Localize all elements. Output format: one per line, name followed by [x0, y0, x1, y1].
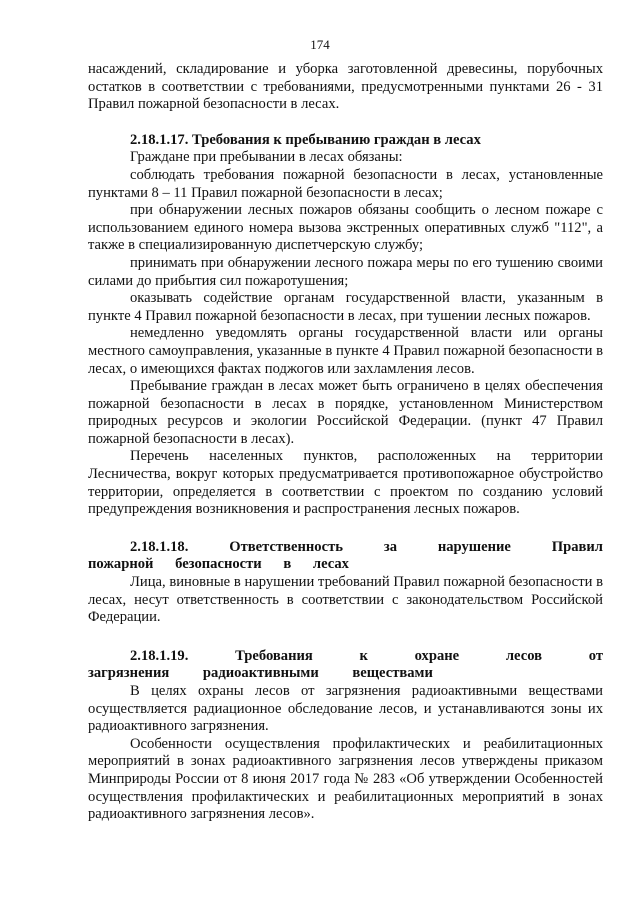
section-heading-2-18-1-17: 2.18.1.17. Требования к пребыванию граждан в лесах	[130, 131, 481, 148]
page-number: 174	[310, 37, 330, 52]
paragraph-notify-authorities: немедленно уведомлять органы государственной власти или органы местного самоуправления, указанные в пункте 4 Правил пожарной безопасности в лесах, о имеющихся фактах поджогов или захламления лесов.	[88, 325, 603, 377]
page-body	[88, 61, 603, 824]
paragraph-liability: Лица, виновные в нарушении требований Правил пожарной безопасности в лесах, несут ответственность в соответствии с законодательством Российской Федерации.	[88, 574, 603, 626]
paragraph-observe-requirements: соблюдать требования пожарной безопасности в лесах, установленные пунктами 8 – 11 Правил пожарной безопасности в лесах;	[88, 166, 603, 201]
paragraph-assist-authorities: оказывать содействие органам государственной власти, указанным в пункте 4 Правил пожарной безопасности в лесах, при тушении лесных пожаров.	[88, 290, 603, 324]
paragraph-continuation: насаждений, складирование и уборка заготовленной древесины, порубочных остатков в соответствии с требованиями, предусмотренными пунктами 26 - 31 Правил пожарной безопасности в лесах.	[88, 61, 603, 113]
paragraph-report-fires: при обнаружении лесных пожаров обязаны сообщить о лесном пожаре с использованием единого номера вызова экстренных оперативных служб "112", а также в специализированную диспетчерскую службу;	[88, 202, 603, 254]
paragraph-citizens-obliged: Граждане при пребывании в лесах обязаны:	[130, 149, 403, 166]
paragraph-settlements-list: Перечень населенных пунктов, расположенных на территории Лесничества, вокруг которых предусматривается противопожарное обустройство территории, определяется в соответствии с проектом по созданию условий предупреждения возникновения и распространения лесных пожаров.	[88, 448, 603, 518]
section-heading-2-18-1-19: 2.18.1.19. Требования к охране лесов от загрязнения радиоактивными веществами	[88, 647, 603, 682]
section-heading-2-18-1-18: 2.18.1.18. Ответственность за нарушение Правил пожарной безопасности в лесах	[88, 538, 603, 573]
paragraph-stay-restriction: Пребывание граждан в лесах может быть ограничено в целях обеспечения пожарной безопасности в лесах в порядке, установленном Министерством природных ресурсов и экологии Российской Федерации. (пункт 47 Правил пожарной безопасности в лесах).	[88, 378, 603, 447]
paragraph-take-measures: принимать при обнаружении лесного пожара меры по его тушению своими силами до прибытия сил пожаротушения;	[88, 254, 603, 289]
paragraph-radiation-survey: В целях охраны лесов от загрязнения радиоактивными веществами осуществляется радиационное обследование лесов, и устанавливаются зоны их радиоактивного загрязнения.	[88, 683, 603, 735]
paragraph-radiation-order: Особенности осуществления профилактических и реабилитационных мероприятий в зонах радиоактивного загрязнения лесов утверждены приказом Минприроды России от 8 июня 2017 года № 283 «Об утверждении Особенностей осуществления профилактических и реабилитационных мероприятий в зонах радиоактивного загрязнения лесов».	[88, 735, 603, 823]
